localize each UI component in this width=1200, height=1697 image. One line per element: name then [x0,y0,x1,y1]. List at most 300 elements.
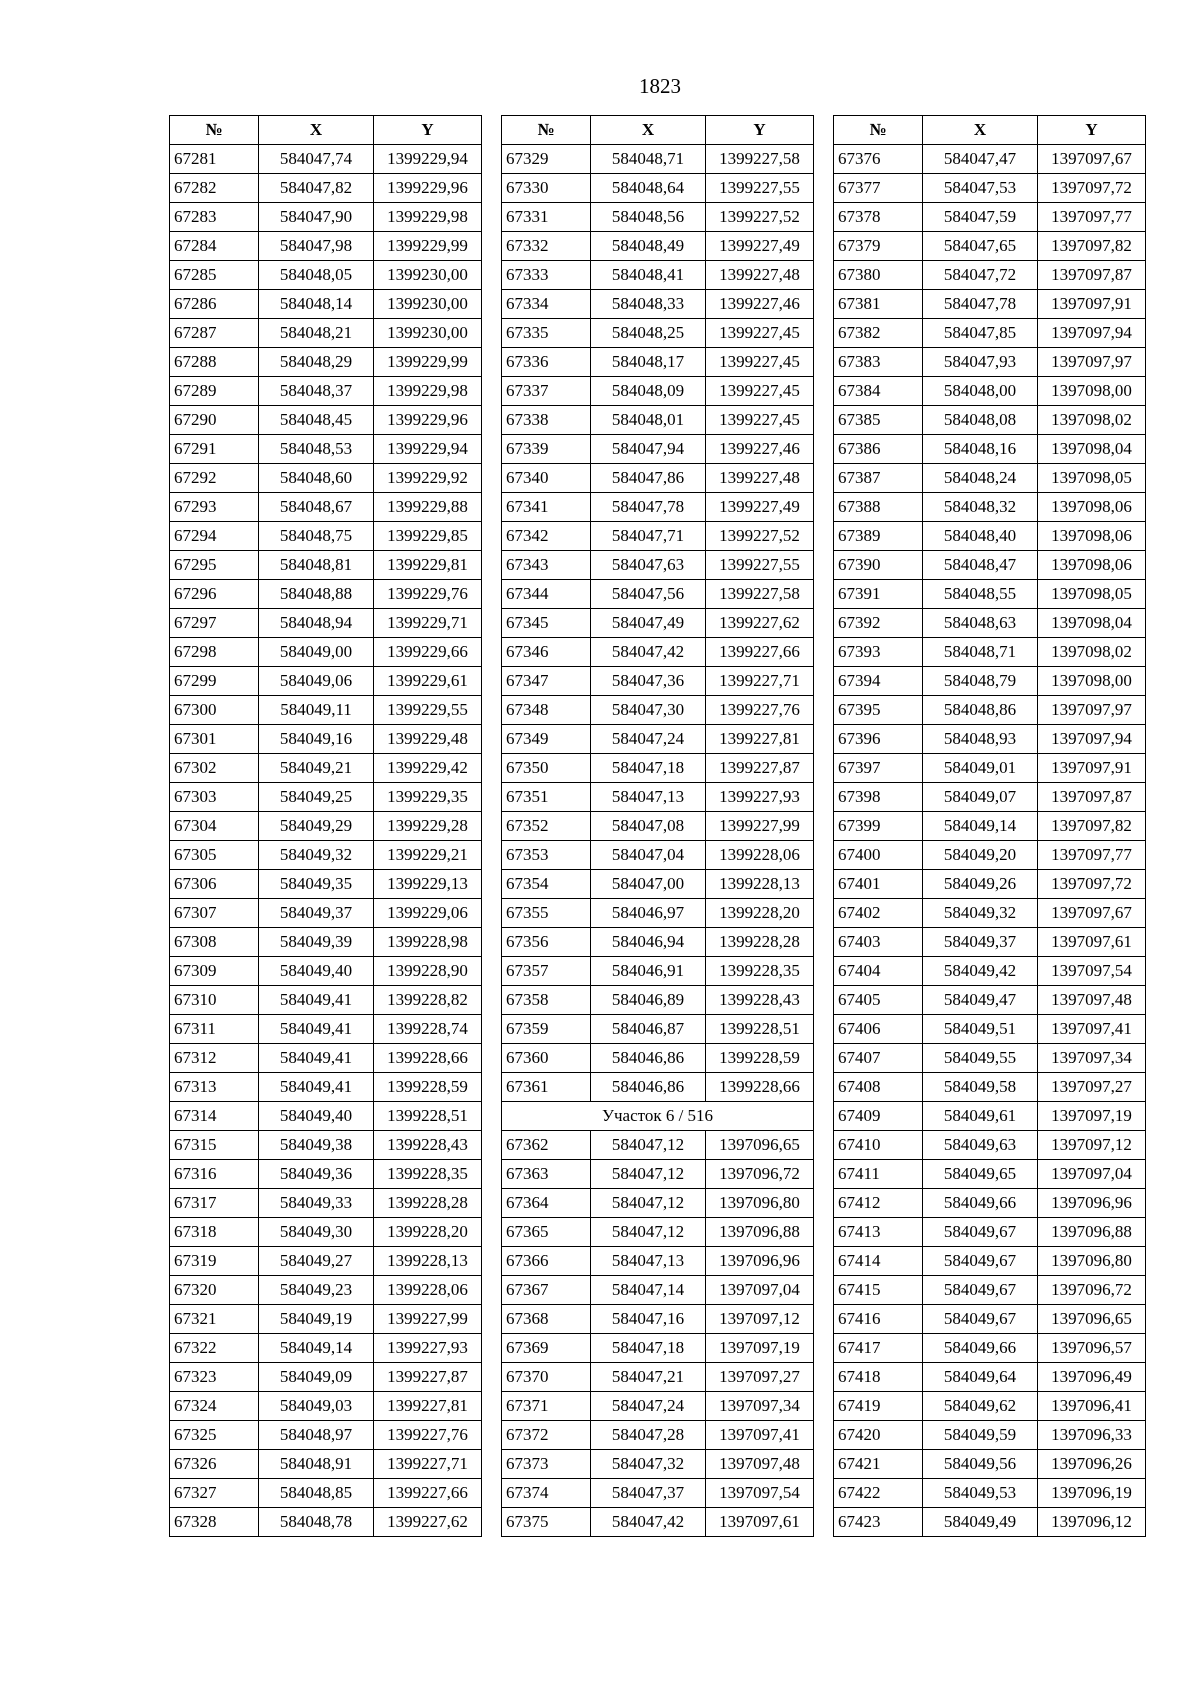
x-coordinate-cell: 584047,63 [591,551,706,580]
x-coordinate-cell: 584048,97 [259,1421,374,1450]
table-row [834,928,1146,957]
table-row [834,1102,1146,1131]
table-row [170,928,482,957]
table-row [170,1044,482,1073]
point-number-cell: 67358 [502,986,591,1015]
point-number-cell: 67303 [170,783,259,812]
point-number-cell: 67309 [170,957,259,986]
point-number-cell: 67410 [834,1131,923,1160]
x-coordinate-cell: 584049,40 [259,957,374,986]
point-number-cell: 67282 [170,174,259,203]
y-coordinate-cell: 1397098,00 [1038,377,1146,406]
table-row [170,870,482,899]
y-coordinate-cell: 1399229,28 [374,812,482,841]
y-coordinate-cell: 1399227,52 [706,203,814,232]
x-coordinate-cell: 584049,00 [259,638,374,667]
table-row [834,725,1146,754]
y-coordinate-cell: 1399227,46 [706,435,814,464]
x-coordinate-cell: 584049,16 [259,725,374,754]
x-coordinate-cell: 584049,03 [259,1392,374,1421]
table-row [502,493,814,522]
table-row [170,406,482,435]
x-coordinate-cell: 584048,60 [259,464,374,493]
y-coordinate-cell: 1399227,87 [374,1363,482,1392]
table-row [170,1102,482,1131]
point-number-cell: 67393 [834,638,923,667]
point-number-cell: 67417 [834,1334,923,1363]
y-coordinate-cell: 1399227,81 [706,725,814,754]
table-row [834,638,1146,667]
table-row [834,1160,1146,1189]
x-coordinate-cell: 584047,93 [923,348,1038,377]
point-number-cell: 67304 [170,812,259,841]
point-number-cell: 67291 [170,435,259,464]
y-coordinate-cell: 1399230,00 [374,290,482,319]
x-coordinate-cell: 584048,41 [591,261,706,290]
point-number-cell: 67399 [834,812,923,841]
table-row [170,435,482,464]
x-coordinate-cell: 584047,37 [591,1479,706,1508]
table-row [170,174,482,203]
y-coordinate-cell: 1399230,00 [374,319,482,348]
x-coordinate-cell: 584047,12 [591,1218,706,1247]
point-number-cell: 67310 [170,986,259,1015]
point-number-cell: 67351 [502,783,591,812]
x-coordinate-cell: 584049,53 [923,1479,1038,1508]
point-number-cell: 67302 [170,754,259,783]
y-coordinate-cell: 1399227,48 [706,261,814,290]
x-coordinate-cell: 584048,32 [923,493,1038,522]
table-row [170,957,482,986]
y-coordinate-cell: 1399228,90 [374,957,482,986]
x-coordinate-cell: 584047,71 [591,522,706,551]
point-number-cell: 67372 [502,1421,591,1450]
x-coordinate-cell: 584049,41 [259,1044,374,1073]
table-row [834,1363,1146,1392]
table-row [834,1392,1146,1421]
x-coordinate-cell: 584049,67 [923,1305,1038,1334]
point-number-cell: 67388 [834,493,923,522]
point-number-cell: 67306 [170,870,259,899]
x-coordinate-cell: 584047,86 [591,464,706,493]
table-row [834,174,1146,203]
x-coordinate-cell: 584047,78 [923,290,1038,319]
point-number-cell: 67342 [502,522,591,551]
y-coordinate-cell: 1397096,88 [706,1218,814,1247]
x-coordinate-cell: 584048,49 [591,232,706,261]
y-coordinate-cell: 1399228,43 [374,1131,482,1160]
x-coordinate-cell: 584049,49 [923,1508,1038,1537]
point-number-cell: 67324 [170,1392,259,1421]
y-coordinate-cell: 1399229,06 [374,899,482,928]
x-coordinate-cell: 584049,39 [259,928,374,957]
x-coordinate-cell: 584046,91 [591,957,706,986]
point-number-cell: 67368 [502,1305,591,1334]
point-number-cell: 67343 [502,551,591,580]
x-coordinate-cell: 584049,14 [259,1334,374,1363]
table-row [834,841,1146,870]
table-row [834,522,1146,551]
table-row [502,667,814,696]
x-coordinate-cell: 584047,47 [923,145,1038,174]
point-number-cell: 67418 [834,1363,923,1392]
y-coordinate-cell: 1397097,72 [1038,174,1146,203]
point-number-cell: 67321 [170,1305,259,1334]
point-number-cell: 67333 [502,261,591,290]
table-row [170,145,482,174]
header-x: X [923,116,1038,145]
table-row [170,464,482,493]
y-coordinate-cell: 1397097,48 [706,1450,814,1479]
x-coordinate-cell: 584049,36 [259,1160,374,1189]
table-row [502,464,814,493]
x-coordinate-cell: 584049,01 [923,754,1038,783]
y-coordinate-cell: 1397097,54 [1038,957,1146,986]
table-row [834,493,1146,522]
table-row [170,696,482,725]
y-coordinate-cell: 1399227,45 [706,406,814,435]
x-coordinate-cell: 584049,35 [259,870,374,899]
x-coordinate-cell: 584047,14 [591,1276,706,1305]
point-number-cell: 67363 [502,1160,591,1189]
table-row [834,377,1146,406]
y-coordinate-cell: 1399227,76 [706,696,814,725]
x-coordinate-cell: 584047,42 [591,638,706,667]
x-coordinate-cell: 584048,05 [259,261,374,290]
x-coordinate-cell: 584049,32 [259,841,374,870]
point-number-cell: 67412 [834,1189,923,1218]
x-coordinate-cell: 584048,24 [923,464,1038,493]
point-number-cell: 67339 [502,435,591,464]
y-coordinate-cell: 1397097,27 [1038,1073,1146,1102]
y-coordinate-cell: 1397097,34 [1038,1044,1146,1073]
table-row [502,957,814,986]
x-coordinate-cell: 584048,63 [923,609,1038,638]
point-number-cell: 67314 [170,1102,259,1131]
table-row [502,1247,814,1276]
y-coordinate-cell: 1399228,66 [374,1044,482,1073]
coordinates-table-1 [169,115,482,1537]
y-coordinate-cell: 1399228,20 [706,899,814,928]
x-coordinate-cell: 584049,23 [259,1276,374,1305]
y-coordinate-cell: 1397098,05 [1038,464,1146,493]
x-coordinate-cell: 584048,79 [923,667,1038,696]
table-row [502,1334,814,1363]
point-number-cell: 67375 [502,1508,591,1537]
x-coordinate-cell: 584048,47 [923,551,1038,580]
page-number: 1823 [639,74,681,98]
y-coordinate-cell: 1399229,66 [374,638,482,667]
point-number-cell: 67296 [170,580,259,609]
y-coordinate-cell: 1399227,62 [374,1508,482,1537]
y-coordinate-cell: 1399228,28 [374,1189,482,1218]
table-row [170,1450,482,1479]
x-coordinate-cell: 584047,00 [591,870,706,899]
table-row [502,928,814,957]
x-coordinate-cell: 584048,16 [923,435,1038,464]
point-number-cell: 67301 [170,725,259,754]
y-coordinate-cell: 1397096,12 [1038,1508,1146,1537]
y-coordinate-cell: 1397097,61 [1038,928,1146,957]
x-coordinate-cell: 584047,08 [591,812,706,841]
y-coordinate-cell: 1399229,85 [374,522,482,551]
y-coordinate-cell: 1397096,80 [706,1189,814,1218]
y-coordinate-cell: 1397096,80 [1038,1247,1146,1276]
x-coordinate-cell: 584046,97 [591,899,706,928]
point-number-cell: 67404 [834,957,923,986]
table-row [170,899,482,928]
x-coordinate-cell: 584049,33 [259,1189,374,1218]
y-coordinate-cell: 1397097,41 [1038,1015,1146,1044]
point-number-cell: 67407 [834,1044,923,1073]
x-coordinate-cell: 584048,01 [591,406,706,435]
table-row [170,1421,482,1450]
table-row [502,1131,814,1160]
table-row [834,1189,1146,1218]
point-number-cell: 67336 [502,348,591,377]
point-number-cell: 67392 [834,609,923,638]
table-row [834,232,1146,261]
point-number-cell: 67295 [170,551,259,580]
point-number-cell: 67288 [170,348,259,377]
table-row [170,580,482,609]
point-number-cell: 67305 [170,841,259,870]
table-row [502,1508,814,1537]
point-number-cell: 67344 [502,580,591,609]
table-row [170,1508,482,1537]
y-coordinate-cell: 1399229,99 [374,348,482,377]
table-row [834,406,1146,435]
table-row [170,1073,482,1102]
point-number-cell: 67307 [170,899,259,928]
table-row [502,841,814,870]
x-coordinate-cell: 584048,75 [259,522,374,551]
x-coordinate-cell: 584049,29 [259,812,374,841]
table-row [170,232,482,261]
point-number-cell: 67400 [834,841,923,870]
x-coordinate-cell: 584047,32 [591,1450,706,1479]
x-coordinate-cell: 584047,24 [591,1392,706,1421]
x-coordinate-cell: 584047,78 [591,493,706,522]
y-coordinate-cell: 1399227,81 [374,1392,482,1421]
point-number-cell: 67367 [502,1276,591,1305]
table-row [170,551,482,580]
table-row [502,1189,814,1218]
y-coordinate-cell: 1399227,49 [706,232,814,261]
point-number-cell: 67355 [502,899,591,928]
table-row [502,1450,814,1479]
y-coordinate-cell: 1399227,66 [706,638,814,667]
table-row [170,319,482,348]
point-number-cell: 67386 [834,435,923,464]
y-coordinate-cell: 1399228,13 [706,870,814,899]
table-row [502,1363,814,1392]
y-coordinate-cell: 1399228,06 [374,1276,482,1305]
point-number-cell: 67370 [502,1363,591,1392]
table-row [170,1131,482,1160]
y-coordinate-cell: 1397098,04 [1038,609,1146,638]
x-coordinate-cell: 584049,42 [923,957,1038,986]
y-coordinate-cell: 1397098,06 [1038,493,1146,522]
x-coordinate-cell: 584048,09 [591,377,706,406]
x-coordinate-cell: 584048,45 [259,406,374,435]
x-coordinate-cell: 584049,09 [259,1363,374,1392]
x-coordinate-cell: 584047,98 [259,232,374,261]
table-row [834,1508,1146,1537]
table-row [834,899,1146,928]
table-row [170,348,482,377]
y-coordinate-cell: 1399227,55 [706,174,814,203]
table-row [502,1421,814,1450]
y-coordinate-cell: 1397097,54 [706,1479,814,1508]
y-coordinate-cell: 1397096,96 [1038,1189,1146,1218]
x-coordinate-cell: 584047,59 [923,203,1038,232]
point-number-cell: 67292 [170,464,259,493]
point-number-cell: 67380 [834,261,923,290]
y-coordinate-cell: 1397097,67 [1038,899,1146,928]
y-coordinate-cell: 1397097,87 [1038,783,1146,812]
point-number-cell: 67315 [170,1131,259,1160]
point-number-cell: 67409 [834,1102,923,1131]
x-coordinate-cell: 584048,55 [923,580,1038,609]
y-coordinate-cell: 1397098,00 [1038,667,1146,696]
y-coordinate-cell: 1399228,35 [706,957,814,986]
x-coordinate-cell: 584047,94 [591,435,706,464]
point-number-cell: 67413 [834,1218,923,1247]
x-coordinate-cell: 584048,14 [259,290,374,319]
point-number-cell: 67322 [170,1334,259,1363]
x-coordinate-cell: 584049,66 [923,1334,1038,1363]
point-number-cell: 67357 [502,957,591,986]
x-coordinate-cell: 584049,14 [923,812,1038,841]
y-coordinate-cell: 1399227,76 [374,1421,482,1450]
x-coordinate-cell: 584047,16 [591,1305,706,1334]
point-number-cell: 67345 [502,609,591,638]
table-row [502,870,814,899]
table-row [834,870,1146,899]
x-coordinate-cell: 584049,62 [923,1392,1038,1421]
table-row [502,174,814,203]
table-row [170,841,482,870]
x-coordinate-cell: 584048,81 [259,551,374,580]
header-y: Y [1038,116,1146,145]
x-coordinate-cell: 584047,53 [923,174,1038,203]
table-row [834,435,1146,464]
y-coordinate-cell: 1397096,72 [1038,1276,1146,1305]
y-coordinate-cell: 1399229,61 [374,667,482,696]
y-coordinate-cell: 1397098,05 [1038,580,1146,609]
x-coordinate-cell: 584047,49 [591,609,706,638]
y-coordinate-cell: 1399228,28 [706,928,814,957]
point-number-cell: 67313 [170,1073,259,1102]
point-number-cell: 67346 [502,638,591,667]
table-row [834,986,1146,1015]
x-coordinate-cell: 584049,11 [259,696,374,725]
y-coordinate-cell: 1399227,45 [706,377,814,406]
y-coordinate-cell: 1399227,48 [706,464,814,493]
y-coordinate-cell: 1397097,12 [706,1305,814,1334]
y-coordinate-cell: 1399229,94 [374,435,482,464]
y-coordinate-cell: 1399227,71 [374,1450,482,1479]
point-number-cell: 67348 [502,696,591,725]
point-number-cell: 67394 [834,667,923,696]
x-coordinate-cell: 584049,37 [923,928,1038,957]
table-row [170,1189,482,1218]
point-number-cell: 67316 [170,1160,259,1189]
y-coordinate-cell: 1397096,88 [1038,1218,1146,1247]
table-row [834,580,1146,609]
point-number-cell: 67361 [502,1073,591,1102]
x-coordinate-cell: 584049,06 [259,667,374,696]
point-number-cell: 67318 [170,1218,259,1247]
table-row [502,377,814,406]
y-coordinate-cell: 1399227,71 [706,667,814,696]
y-coordinate-cell: 1399229,98 [374,377,482,406]
x-coordinate-cell: 584049,59 [923,1421,1038,1450]
y-coordinate-cell: 1399229,99 [374,232,482,261]
x-coordinate-cell: 584047,12 [591,1131,706,1160]
y-coordinate-cell: 1399229,94 [374,145,482,174]
table-header-row [170,116,482,145]
x-coordinate-cell: 584049,25 [259,783,374,812]
x-coordinate-cell: 584047,13 [591,783,706,812]
y-coordinate-cell: 1399228,98 [374,928,482,957]
point-number-cell: 67421 [834,1450,923,1479]
y-coordinate-cell: 1399229,55 [374,696,482,725]
x-coordinate-cell: 584048,71 [591,145,706,174]
header-y: Y [706,116,814,145]
point-number-cell: 67408 [834,1073,923,1102]
point-number-cell: 67364 [502,1189,591,1218]
table-row [170,812,482,841]
table-row [834,754,1146,783]
x-coordinate-cell: 584047,90 [259,203,374,232]
y-coordinate-cell: 1399228,59 [374,1073,482,1102]
y-coordinate-cell: 1399229,35 [374,783,482,812]
table-row [834,319,1146,348]
table-row [502,1392,814,1421]
table-row [834,261,1146,290]
y-coordinate-cell: 1397097,34 [706,1392,814,1421]
x-coordinate-cell: 584048,93 [923,725,1038,754]
y-coordinate-cell: 1397097,87 [1038,261,1146,290]
table-header-row [834,116,1146,145]
table-row [502,783,814,812]
table-row [834,1334,1146,1363]
point-number-cell: 67416 [834,1305,923,1334]
point-number-cell: 67300 [170,696,259,725]
point-number-cell: 67299 [170,667,259,696]
table-row [834,348,1146,377]
x-coordinate-cell: 584048,00 [923,377,1038,406]
x-coordinate-cell: 584049,40 [259,1102,374,1131]
x-coordinate-cell: 584049,67 [923,1218,1038,1247]
table-row [502,232,814,261]
x-coordinate-cell: 584049,37 [259,899,374,928]
y-coordinate-cell: 1399229,96 [374,406,482,435]
point-number-cell: 67319 [170,1247,259,1276]
x-coordinate-cell: 584048,21 [259,319,374,348]
x-coordinate-cell: 584047,18 [591,1334,706,1363]
header-number: № [170,116,259,145]
x-coordinate-cell: 584048,53 [259,435,374,464]
y-coordinate-cell: 1397097,77 [1038,841,1146,870]
table-row [170,1305,482,1334]
x-coordinate-cell: 584049,07 [923,783,1038,812]
point-number-cell: 67332 [502,232,591,261]
point-number-cell: 67366 [502,1247,591,1276]
point-number-cell: 67411 [834,1160,923,1189]
